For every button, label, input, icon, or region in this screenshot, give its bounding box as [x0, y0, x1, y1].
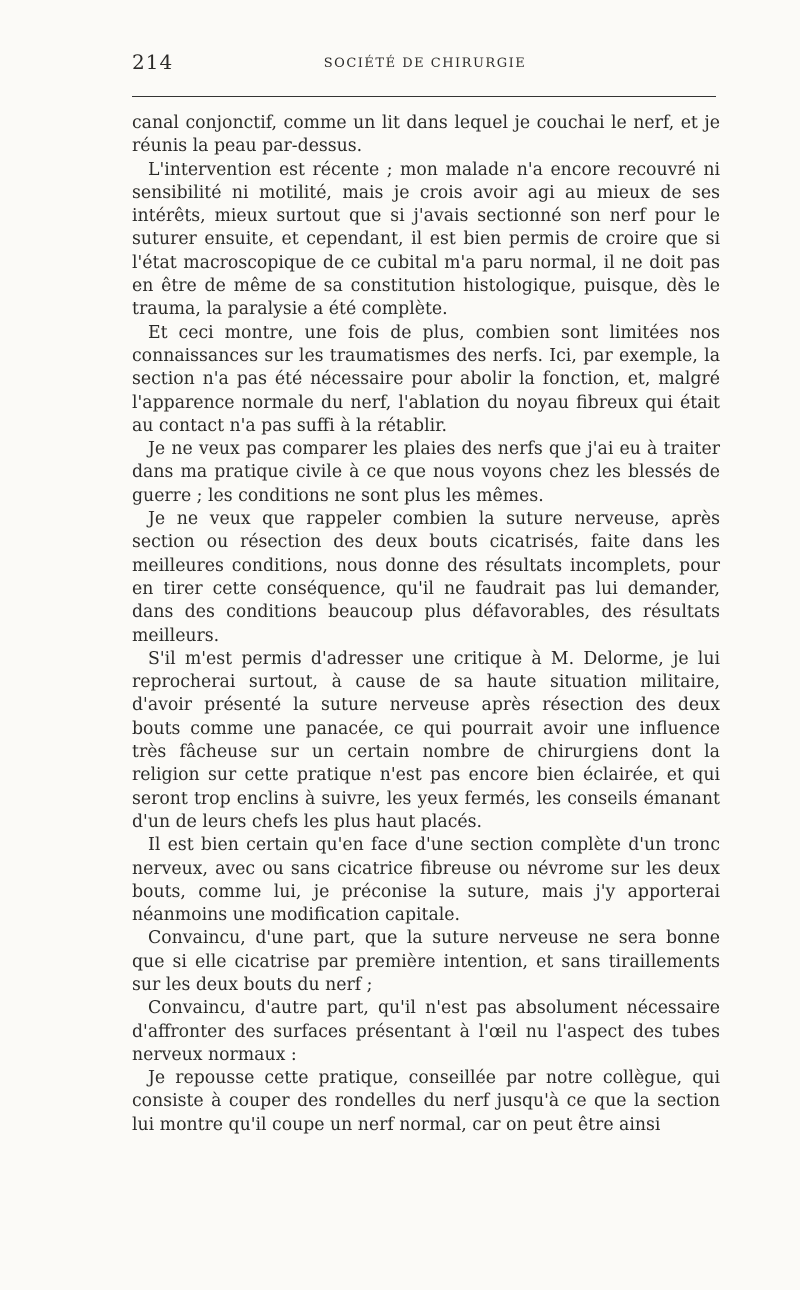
paragraph: Il est bien certain qu'en face d'une section complète d'un tronc nerveux, avec ou sans cicatrice fibreuse ou névrome sur les deux bouts, comme lui, je préconise la suture, mais j'y apporterai néanmoins une modification capitale. [132, 835, 720, 926]
paragraph: L'intervention est récente ; mon malade n'a encore recouvré ni sensibilité ni motilité, mais je crois avoir agi au mieux de ses intérêts, mieux surtout que si j'avais sectionné son nerf pour le suturer ensuite, et cependant, il est bien permis de croire que si l'état macroscopique de ce cubital m'a paru normal, il ne doit pas en être de même de sa constitution histologique, puisque, dès le trauma, la paralysie a été complète. [132, 159, 720, 320]
paragraph: S'il m'est permis d'adresser une critique à M. Delorme, je lui reprocherai surtout, à cause de sa haute situation militaire, d'avoir présenté la suture nerveuse après résection des deux bouts comme une panacée, ce qui pourrait avoir une influence très fâcheuse sur un certain nombre de chirurgiens dont la religion sur cette pratique n'est pas encore bien éclairée, et qui seront trop enclins à suivre, les yeux fermés, les conseils émanant d'un de leurs chefs les plus haut placés. [132, 648, 720, 832]
paragraph: Convaincu, d'une part, que la suture nerveuse ne sera bonne que si elle cicatrise par première intention, et sans tiraillements sur les deux bouts du nerf ; [132, 928, 720, 995]
body-text [132, 112, 720, 1137]
paragraph: Je repousse cette pratique, conseillée par notre collègue, qui consiste à couper des rondelles du nerf jusqu'à ce que la section lui montre qu'il coupe un nerf normal, car on peut être ainsi [132, 1068, 720, 1135]
paragraph: Et ceci montre, une fois de plus, combien sont limitées nos connaissances sur les traumatismes des nerfs. Ici, par exemple, la section n'a pas été nécessaire pour abolir la fonction, et, malgré l'apparence normale du nerf, l'ablation du noyau fibreux qui était au contact n'a pas suffi à la rétablir. [132, 322, 720, 436]
paragraph: canal conjonctif, comme un lit dans lequel je couchai le nerf, et je réunis la peau par-dessus. [132, 113, 720, 157]
running-title: SOCIÉTÉ DE CHIRURGIE [323, 56, 527, 71]
page-number: 214 [132, 50, 174, 74]
page-header [132, 50, 718, 90]
paragraph: Je ne veux pas comparer les plaies des nerfs que j'ai eu à traiter dans ma pratique civile à ce que nous voyons chez les blessés de guerre ; les conditions ne sont plus les mêmes. [132, 439, 720, 506]
paragraph: Je ne veux que rappeler combien la suture nerveuse, après section ou résection des deux bouts cicatrisés, faite dans les meilleures conditions, nous donne des résultats incomplets, pour en tirer cette conséquence, qu'il ne faudrait pas lui demander, dans des conditions beaucoup plus défavorables, des résultats meilleurs. [132, 509, 720, 646]
header-rule [132, 96, 716, 97]
paragraph: Convaincu, d'autre part, qu'il n'est pas absolument nécessaire d'affronter des surfaces présentant à l'œil nu l'aspect des tubes nerveux normaux : [132, 998, 720, 1065]
